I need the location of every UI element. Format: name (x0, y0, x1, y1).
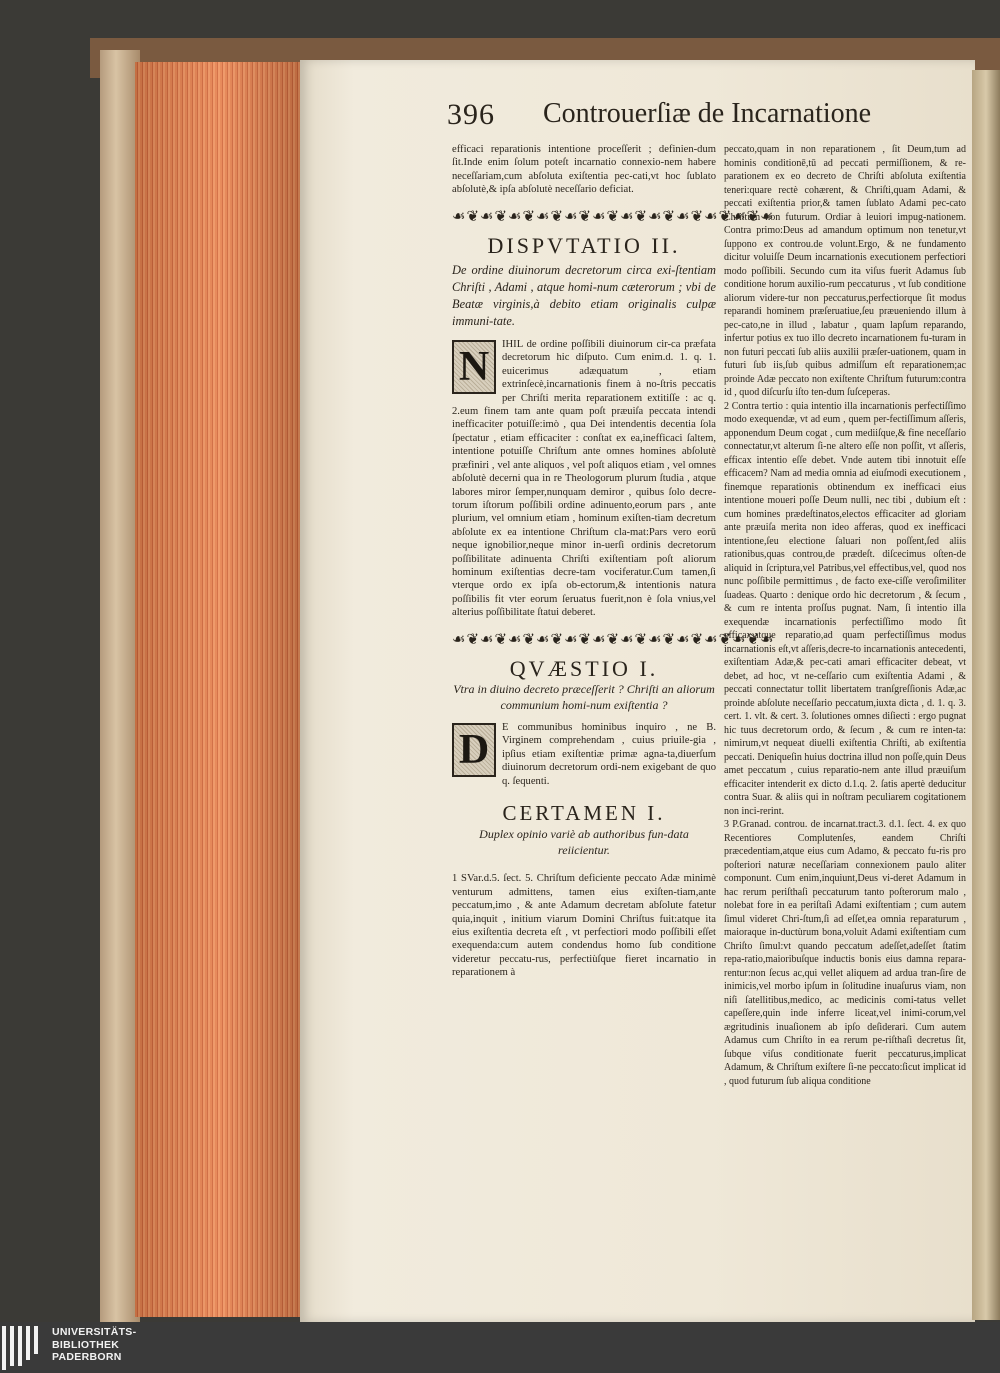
logo-line: PADERBORN (52, 1351, 122, 1363)
paragraph-text: E communibus hominibus inquiro , ne B. Virginem comprehendam , cuius priuile-gia , ipſius etiam exiſtentiæ primæ agna-ta,diuerſum diuinorum decretorum ordi-nem exigebant de quo q. ſequenti. (502, 721, 716, 787)
logo-line: UNIVERSITÄTS- (52, 1326, 137, 1338)
ornament-band: ☙❦☙❦☙❦☙❦☙❦☙❦☙❦☙❦☙❦☙❦☙❦☙ (452, 208, 775, 225)
page-edges (135, 62, 305, 1317)
intro-paragraph: efficaci reparationis intentione proceſſerit ; definien-dum ſit.Inde enim ſolum poteſt incarnatio connexio-nem habere neceſſariam,cum abſoluta exiſtentia pec-cati,vt hoc ſublato abſolutè,& ipſa abſolutè neceſſario deficiat. (452, 144, 716, 196)
disputatio-subtitle: De ordine diuinorum decretorum circa exi-ſtentiam Chriſti , Adami , atque homi-num cæterorum ; vbi de Beatæ virginis,à debito etiam originalis culpæ immuni-tate. (452, 263, 716, 329)
running-title: Controuerſiæ de Incarnatione (543, 98, 872, 129)
quaestio-heading: QVÆSTIO I. (509, 655, 659, 681)
page-number: 396 (447, 98, 495, 131)
book-cover-spine (100, 50, 140, 1322)
library-logo-icon (2, 1326, 42, 1370)
quaestio-paragraph (452, 721, 716, 791)
drop-cap-initial: D (452, 723, 496, 777)
certamen-heading: CERTAMEN I. (502, 800, 666, 825)
disputatio-heading: DISPVTATIO II. (487, 232, 681, 258)
ornament-band: ☙❦☙❦☙❦☙❦☙❦☙❦☙❦☙❦☙❦☙❦☙❦☙ (452, 631, 775, 648)
left-column (452, 143, 775, 980)
library-logo-text (52, 1326, 136, 1364)
certamen-paragraph: 1 SVar.d.5. ſect. 5. Chriſtum deficiente peccato Adæ minimè venturum admittens, tamen eius exiſten-tiam,ante peccatum,imo , & ante Adamum decretam abſolute fatetur quia,inquit , initium viarum Domini Chriſtus fuit:atque ita eius exiſtentia decreta eſt , vt perfectiori modo poſſibili eſſet exequenda:cum autem condendus homo ſub conditione videretur peccatu-rus, perfectiùſque fieret incarnatio in reparationem à (452, 873, 716, 979)
logo-line: BIBLIOTHEK (52, 1338, 120, 1351)
right-paragraph-3: 3 P.Granad. controu. de incarnat.tract.3. d.1. ſect. 4. ex quo Recentiores Complutenſes, eandem Chriſti præcedentiam,atque eius cum Adamo, & peccato fu-ris pro poſteriori naturæ neceſſariam connexionem paulo aliter componunt. Cum enim,inquiunt,Deus vi-deret Adamum in hac rerum periſthaſi peccaturum tanto poſterorum malo , nolebat fore in ea periſtaſi Adami exiſtentiam ; cum autem ſimul videret Chri-ſtum,ſi ad eſſet,ea omnia reparaturum , maioraque in-ductùrum bona,voluit Adami exiſtentiam cum Chriſto ſimul:vt quando peccatum adeſſet,adeſſet ſtatim repa-ratio,maioribuſque inductis bonis eius damna repara-rentur:non ſecus ac,qui vellet aliquem ad ardua tran-ſire de inimicis,vel morbo ipſum in ſolitudine inuaſurus viam, non niſi ſatellitibus,medico, ac medicinis comi-tatus vellet capeſſere,quin inde inferre liceat,vel inimi-corum,vel ægritudinis inuaſionem ab ipſo deſiderari. Cum autem Adamus cum Chriſto in ea rerum pe-riſthaſi decretus ſit, ſubque viſus conditionate fuerit peccaturus,implicat Adamum, & Chriſtum exiſtere ſi-ne peccato:ſicut implicat id , quod futurum ſub aliqua conditione (724, 819, 966, 1087)
running-head (447, 98, 917, 138)
right-paragraph-1: peccato,quam in non reparationem , ſit Deum,tum ad hominis conditionē,tū ad peccati permiſſionem, & re-parationem ex eo decreto de Chriſti abſoluta exiſtentia teneri:quare rectè cohærent, & Chriſti,quam Adami, & peccati exiſtentia prior,& tamen ſublato Adami pec-cato Chriſtum non futurum. Ordiar à leuiori impug-nationem. Contra primo:Deus ad amandum optimum non tenetur,vt ſuppono ex controu.de volunt.Ergo, & ne fundamento dicitur voluiſſe Deum incarnationis executionem perfectiori modo poſſibili. Secundo cum ita viſus fuerit Adamus ſub conditione horum auxilio-rum peccaturus , vt ſub conditione aliorum videre-tur non peccaturus,perfectiorque ſit modus reparandi hominem præſeruatiue,ſeu præueniendo illum à pec-cato,ne in illud , labatur , quam lapſum reparando, infertur potius ex tuo illo decreto incarnationem fu-turam in non futuri peccati ſub aliis auxilii præſer-uationem, quam in futuri ſub iis,ſub quibus admiſſum eſt reparationem;ac proinde Adæ peccato non exiſtente Chriſtum futurum:contra id , quod diſcurſu iſto ten-dum ſuſceperas. (724, 144, 966, 398)
library-footer (0, 1322, 1000, 1373)
right-column (724, 143, 966, 1088)
drop-cap-initial: N (452, 340, 496, 394)
paragraph-text: IHIL de ordine poſſibili diuinorum cir-ca præfata decretorum hic diſputo. Cum enim.d. 1. q. 1. euicerimus adæquatum , etiam extrinſecè,incarnationis finem à no-ſtris peccatis per Chriſti merita reparationem extitiſſe : ac q. 2.eum finem tam ante quam poſt præuiſa peccata intendi inefficaciter potuiſſe:imò , qua Dei intendentis decentia ſola ſpectatur , etiam efficaciter : conſtat ex ea,inefficaci ſaltem, intentione potuiſſe Chriſtum ante omnes homines abſolutè præfiniri , vel ante aliquos , vel poſt aliquos etiam , vel omnes abſolutè decerni qua in re Theologorum plurum ſtudia , atque labores miror ſemper,nunquam demiror , quibus ſolo decre-torum iſtorum poſſibili ordine adinuento,eorum pars , ante plurium, vel omnium etiam , hominum exiſten-tiam decretum abſolute ex ea intentione Chriſtum cla-mat:Pars vero eorū neque ignobilior,neque minor in-uerſi ordinis decretorum poſſibilitate adinuenta Chriſti exiſtentiam poſt aliorum hominum exiſtentias decre-tam vociferatur.Cum tamen,ſi vterque ordo ex ipſa ob-ectorum,& intentionis natura poſſibilis fit vter eorum ſeruatus fuerit,non è ſola vnius,vel alterius poſſibilitate ſtatui deberet. (452, 339, 716, 619)
right-paragraph-2: 2 Contra tertio : quia intentio illa incarnationis perfectiſſimo modo exequendæ, vt ad eum , quem per-fectiſſimum aſſeris, apponendum Deum cogat , cum mediiſque,& fine neceſſario connectatur,vt alterum ſi-ne altero eſſe non poſſit, vt aſſeris, efficax intentio eſſe debet. Vnde autem tibi innotuit eſſe efficacem? Nam ad media omnia ad eiuſmodi executionem , finemque reparationis obtinendum ex inefficaci eius intentione moueri poſſe Deum nulli, nec tibi , dubium eſt : cum homines prædeſtinatos,electos efficaciter ad gloriam ante præuiſa merita non ideo afferas, quod ex inefficaci intentione,ſeu electione ſaluari non poſſent,ſed aliis rationibus,quas controu,de prædeſt. diſcecimus oſten-de aliquid in ſcriptura,vel Patribus,vel effectibus,vel, quod nos nunc poſſibile permittimus , de facto exe-ciſſe veroſimiliter ſuadeas. Quarto : denique ordo hic decretorum , & ſecum , & cum re intenta proſſus pugnat. Nam, ſi intentio illa exequendæ incarnationis perfectiſſimo modo ſit efficax,atque reparatio,ad quam perfectiſſimus modus incarnationis eſt,vt aſſeris,decre-to incarnationis antecedenti, exiſtentiam Adæ,& pec-cati amari efficaciter debeat, vt debet, ad hoc, vt ne-ceſſario cum exiſtentia Adami , & peccati connectatur tollit libertatem tranſgreſſionis Adæ,ac proinde abſolute neceſſario peccatum,iuxta dicta , d. 1. q. 3. cert. 1. vlt. & cert. 3. ſolutiones omnes diſiecti : ergo pugnat hic tuus decretorum ordo, & ſecum , & cum re inten-ta: nimirum,vt nequeat diuelli exiſtentia Chriſti, ab exiſtentia peccati. Deniqueſin huius doctrina illud non poſſe,quin Deus amet peccatum , cuius reparatio-nem ante illud præuiſum efficaciter intenderit ex dicto d.1.q. 2. ſatis apertè deducitur contra Suar. & aliis qui in noſtram peculiarem cogitationem non inci-rerint. (724, 400, 966, 817)
disputatio-paragraph (452, 338, 716, 620)
quaestio-subtitle: Vtra in diuino decreto præceſſerit ? Chriſti an aliorum communium homi-num exiſtentia ? (453, 681, 715, 712)
facing-page-edge (972, 70, 1000, 1320)
certamen-subtitle: Duplex opinio variè ab authoribus fun-data reiicientur. (479, 827, 689, 858)
